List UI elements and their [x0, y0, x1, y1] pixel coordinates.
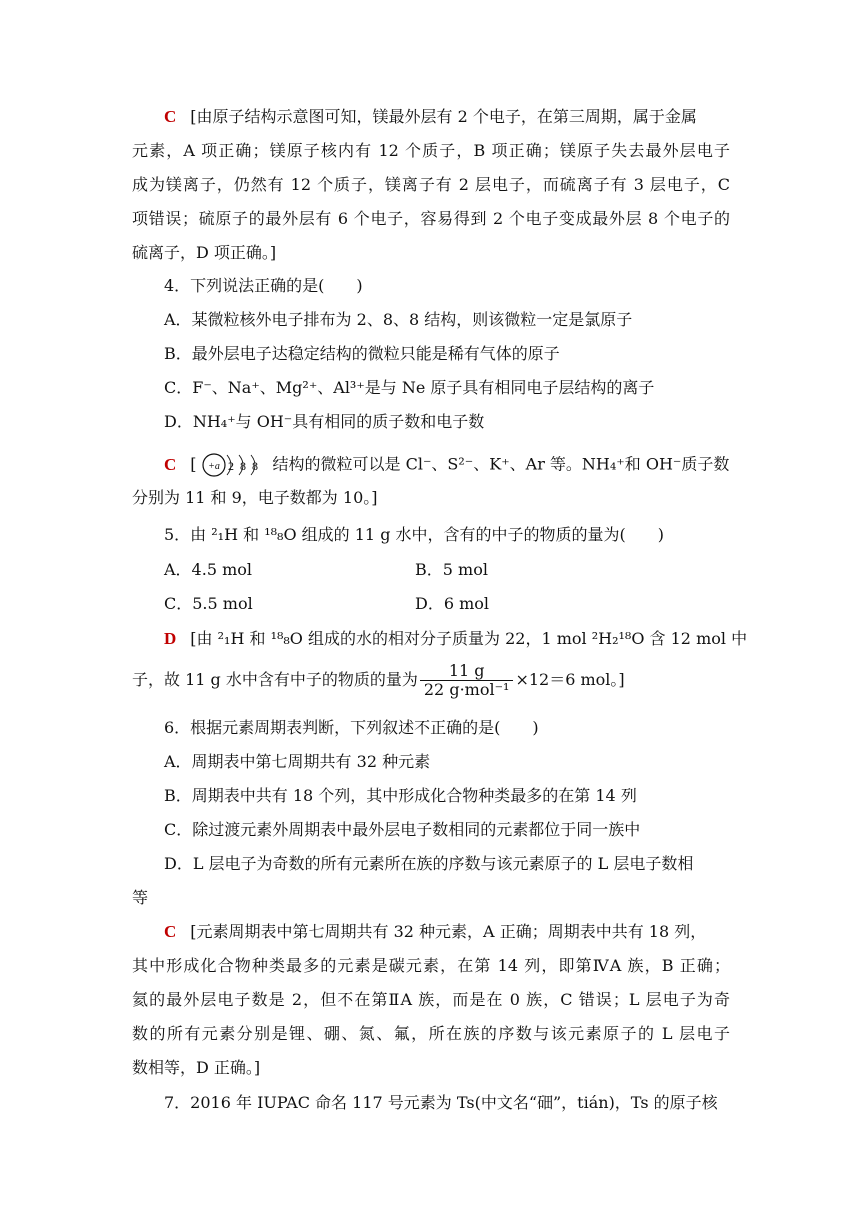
answer-5-line-2: 子，故 11 g 水中含有中子的物质的量为 $\frac{11 g}{\text{22 g·mol⁻¹}}$ ×12＝6 mol。]	[132, 661, 625, 699]
shell-1-count: 2	[227, 459, 234, 473]
answer-letter: D	[164, 629, 177, 648]
answer-6-line-4: 数的所有元素分别是锂、硼、氮、氟，所在族的序数与该元素原子的 L 层电子	[132, 1024, 730, 1043]
question-5-option-c: C．5.5 mol	[164, 594, 253, 613]
answer-6-line-2: 其中形成化合物种类最多的元素是碳元素，在第 14 列，即第ⅣA 族，B 正确；	[132, 956, 730, 975]
question-6-option-d-line-1: D．L 层电子为奇数的所有元素所在族的序数与该元素原子的 L 层电子数相	[164, 854, 694, 873]
answer-6-text: [元素周期表中第七周期共有 32 种元素，A 正确；周期表中共有 18 列，	[190, 922, 707, 941]
question-6-option-a: A．周期表中第七周期共有 32 种元素	[164, 752, 431, 771]
question-6-stem: 6．根据元素周期表判断，下列叙述不正确的是( )	[164, 718, 539, 737]
question-4-option-a: A．某微粒核外电子排布为 2、8、8 结构，则该微粒一定是氯原子	[164, 310, 633, 329]
answer-4-line-1: C [ +a 2 8 8 结构的微粒可以是 Cl⁻、S²⁻、K⁺、Ar 等。NH₄⁺和 OH⁻质子数	[164, 451, 729, 479]
answer-5-line-1	[164, 628, 747, 650]
answer-letter: C	[164, 922, 177, 941]
question-6-option-c: C．除过渡元素外周期表中最外层电子数相同的元素都位于同一族中	[164, 820, 641, 839]
question-6-option-d-line-2: 等	[132, 888, 149, 907]
answer-6-line-1	[164, 921, 706, 943]
answer-4-line-2: 分别为 11 和 9，电子数都为 10。]	[132, 488, 378, 507]
answer-6-line-5: 数相等，D 正确。]	[132, 1058, 261, 1077]
answer-4-text: 结构的微粒可以是 Cl⁻、S²⁻、K⁺、Ar 等。NH₄⁺和 OH⁻质子数	[272, 454, 730, 474]
answer-3-text: [由原子结构示意图可知，镁最外层有 2 个电子，在第三周期，属于金属	[190, 107, 697, 126]
question-5-option-a: A．4.5 mol	[164, 560, 253, 579]
shell-2-count: 8	[239, 459, 246, 473]
answer-3-line-1	[164, 106, 697, 128]
question-4-option-b: B．最外层电子达稳定结构的微粒只能是稀有气体的原子	[164, 344, 560, 363]
answer-letter: C	[164, 454, 177, 474]
question-4-stem: 4．下列说法正确的是( )	[164, 276, 363, 295]
question-5-stem: 5．由 ²₁H 和 ¹⁸₈O 组成的 11 g 水中，含有的中子的物质的量为( )	[164, 525, 665, 544]
nucleus-label: +a	[207, 461, 220, 472]
molar-fraction: $\frac{11 g}{\text{22 g·mol⁻¹}}$	[420, 662, 514, 699]
question-7-stem: 7．2016 年 IUPAC 命名 117 号元素为 Ts(中文名“鿬”，tián)，Ts 的原子核	[164, 1093, 718, 1112]
shell-3-count: 8	[251, 459, 258, 473]
question-5-option-b: B．5 mol	[415, 560, 488, 579]
atom-structure-diagram	[201, 451, 269, 479]
answer-3-line-2: 元素，A 项正确；镁原子核内有 12 个质子，B 项正确；镁原子失去最外层电子	[132, 141, 730, 160]
answer-6-line-3: 氦的最外层电子数是 2，但不在第ⅡA 族，而是在 0 族，C 错误；L 层电子为奇	[132, 990, 730, 1009]
question-4-option-c: C．F⁻、Na⁺、Mg²⁺、Al³⁺是与 Ne 原子具有相同电子层结构的离子	[164, 378, 655, 397]
answer-3-line-5: 硫离子，D 项正确。]	[132, 243, 277, 262]
question-6-option-b: B．周期表中共有 18 个列，其中形成化合物种类最多的在第 14 列	[164, 786, 637, 805]
answer-letter: C	[164, 107, 177, 126]
answer-5-text: [由 ²₁H 和 ¹⁸₈O 组成的水的相对分子质量为 22，1 mol ²H₂¹⁸O 含 12 mol 中	[190, 629, 748, 648]
question-5-option-d: D．6 mol	[415, 594, 490, 613]
answer-3-line-4: 项错误；硫原子的最外层有 6 个电子，容易得到 2 个电子变成最外层 8 个电子的	[132, 209, 730, 228]
answer-3-line-3: 成为镁离子，仍然有 12 个质子，镁离子有 2 层电子，而硫离子有 3 层电子，C	[132, 175, 730, 194]
question-4-option-d: D．NH₄⁺与 OH⁻具有相同的质子数和电子数	[164, 412, 485, 431]
